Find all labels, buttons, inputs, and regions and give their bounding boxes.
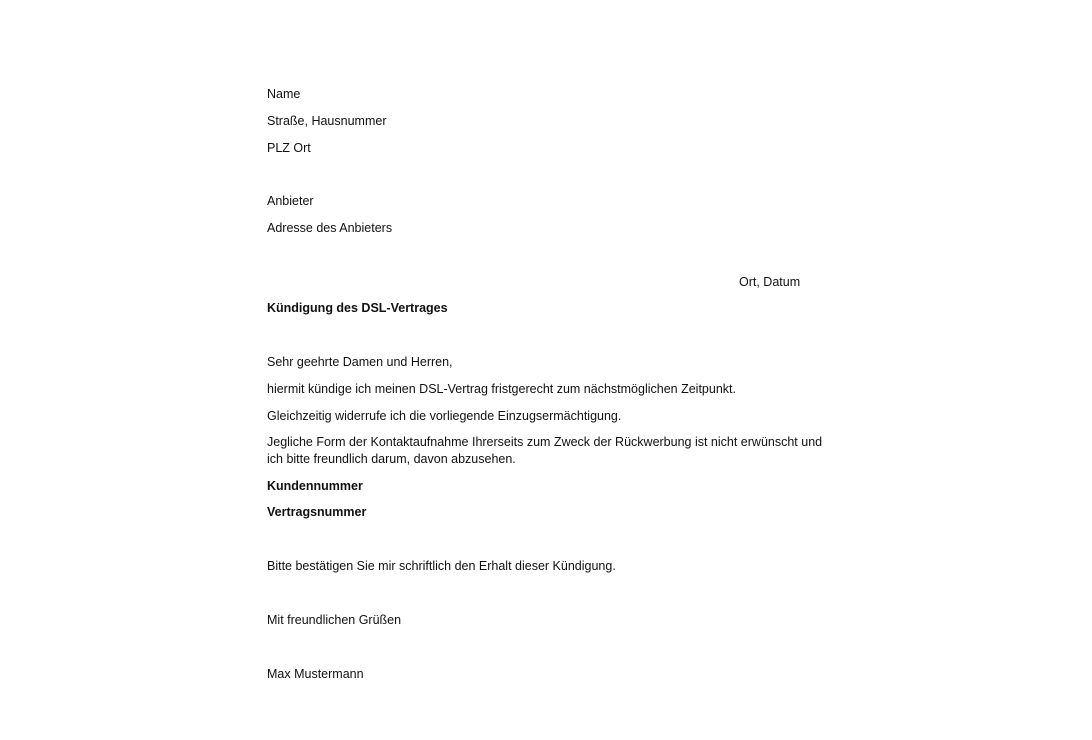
confirmation-request: Bitte bestätigen Sie mir schriftlich den Erhalt dieser Kündigung. <box>267 559 616 573</box>
sender-street: Straße, Hausnummer <box>267 114 387 128</box>
place-date: Ort, Datum <box>739 275 801 289</box>
body-paragraph-2: Gleichzeitig widerrufe ich die vorliegende Einzugsermächtigung. <box>267 409 622 423</box>
closing-greeting: Mit freundlichen Grüßen <box>267 613 402 627</box>
sender-city: PLZ Ort <box>267 141 311 155</box>
salutation: Sehr geehrte Damen und Herren, <box>267 355 453 369</box>
signature-name: Max Mustermann <box>267 667 364 681</box>
body-paragraph-1: hiermit kündige ich meinen DSL-Vertrag fristgerecht zum nächstmöglichen Zeitpunkt. <box>267 382 736 396</box>
recipient-address: Adresse des Anbieters <box>267 221 393 235</box>
body-paragraph-3: Jegliche Form der Kontaktaufnahme Ihrerseits zum Zweck der Rückwerbung ist nicht erwünscht und ich bitte freundlich darum, davon abzusehen. <box>267 435 823 466</box>
letter-subject: Kündigung des DSL-Vertrages <box>267 301 448 315</box>
recipient-provider: Anbieter <box>267 194 314 208</box>
sender-name: Name <box>267 87 301 101</box>
contract-number-label: Vertragsnummer <box>267 505 367 519</box>
customer-number-label: Kundennummer <box>267 479 363 493</box>
